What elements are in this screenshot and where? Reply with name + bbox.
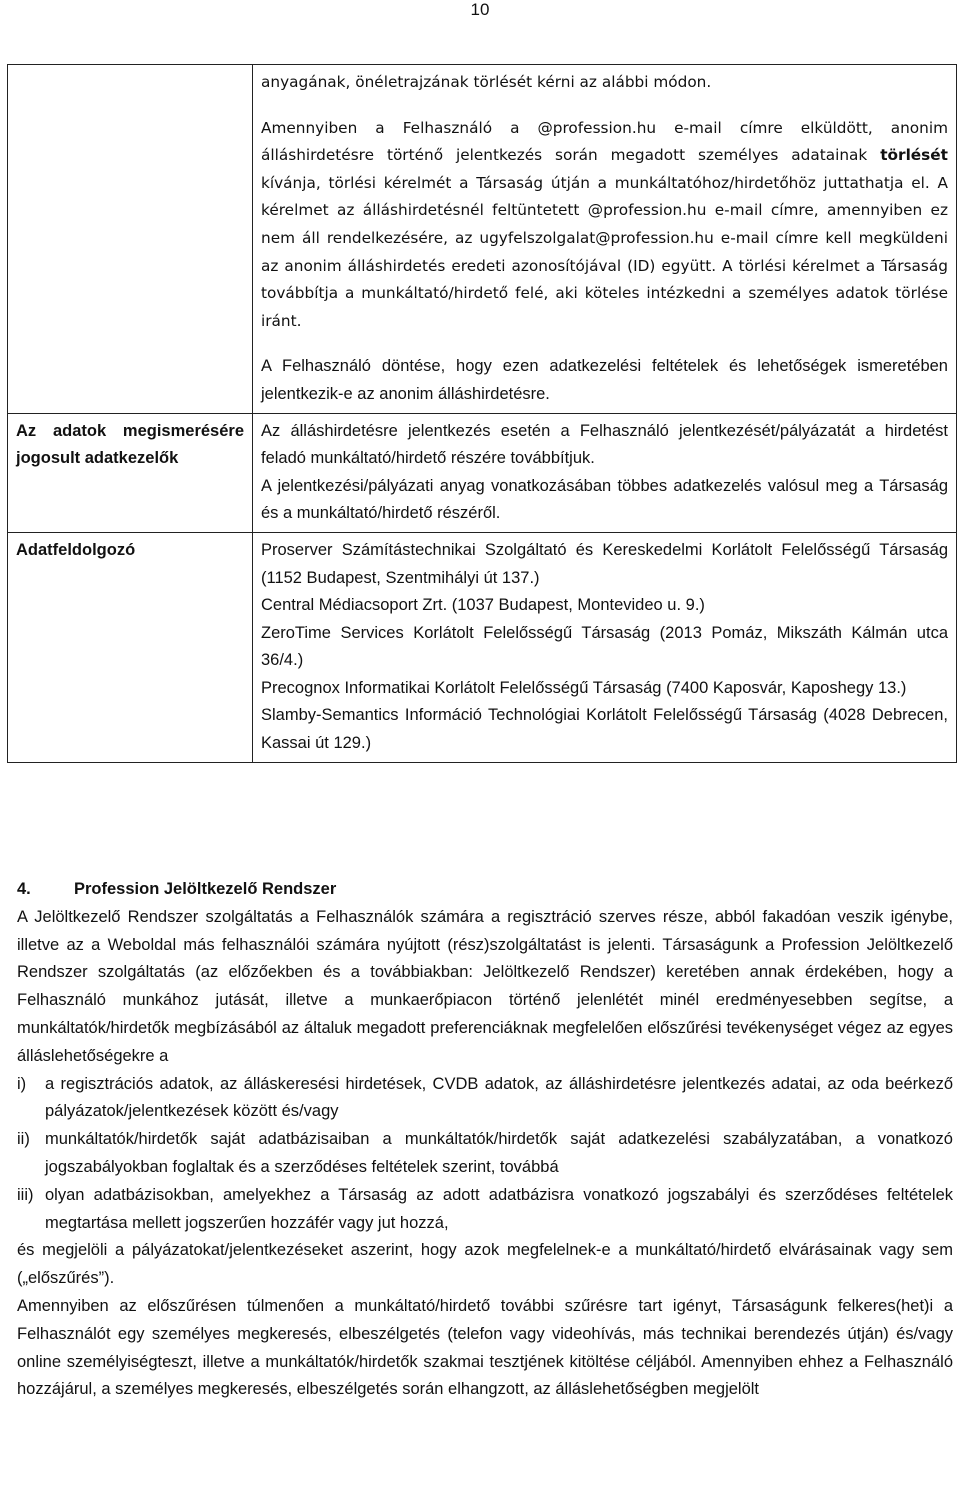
processor-entry: Central Médiacsoport Zrt. (1037 Budapest, Montevideo u. 9.) — [261, 596, 705, 615]
page-number: 10 — [470, 0, 490, 19]
list-item — [17, 1126, 953, 1182]
list-marker: iii) — [17, 1185, 34, 1204]
table-row — [8, 65, 957, 414]
processors-cell — [253, 532, 957, 762]
table-row — [8, 532, 957, 762]
controllers-label — [8, 413, 253, 532]
processor-entry: Precognox Informatikai Korlátolt Felelősségű Társaság (7400 Kaposvár, Kaposhegy 13.) — [261, 678, 907, 697]
deletion-text-part1: Amennyiben a Felhasználó a @profession.hu e-mail címre elküldött, anonim álláshirdetésre történő jelentkezés során megadott személyes adatainak — [261, 118, 948, 165]
section-body — [17, 876, 953, 1404]
cell-paragraph: Az álláshirdetésre jelentkezés esetén a Felhasználó jelentkezését/pályázatát a hirdetést feladó munkáltató/hirdető részére továbbítjuk. — [261, 421, 948, 468]
cell-paragraph: A Felhasználó döntése, hogy ezen adatkezelési feltételek és lehetőségek ismeretében jelentkezik-e az anonim álláshirdetésre. — [261, 357, 948, 403]
section-number: 4. — [17, 880, 31, 898]
section-heading — [17, 876, 953, 904]
last-paragraph: Amennyiben az előszűrésen túlmenően a munkáltató/hirdető további szűrésre tart igényt, Társaságunk felkeres(het)i a Felhasználót egy személyes megkeresés, elbeszélgetés (telefon vagy videohívás, más technikai berendezés útján) és/vagy online személyiségteszt, illetve a munkáltatók/hirdetők szakmai tesztjének kitöltése céljából. Amennyiben ehhez a Felhasználó hozzájárul, a személyes megkeresés, elbeszélgetés során elhangzott, az álláslehetőségben megjelölt — [17, 1296, 953, 1399]
list-marker: ii) — [17, 1130, 30, 1149]
after-list-paragraph: és megjelöli a pályázatokat/jelentkezéseket aszerint, hogy azok megfelelnek-e a munkáltató/hirdető elvárásainak vagy sem („előszűrés”). — [17, 1241, 953, 1288]
deletion-info-cell — [253, 65, 957, 414]
section-title: Profession Jelöltkezelő Rendszer — [74, 880, 337, 898]
table-row — [8, 413, 957, 532]
list-item-text: a regisztrációs adatok, az álláskeresési hirdetések, CVDB adatok, az álláshirdetésre jelentkezés adatai, az oda beérkező pályázatok/jelentkezések között és/vagy — [45, 1074, 953, 1121]
deletion-bold-word: törlését — [880, 146, 948, 165]
processor-entry: Proserver Számítástechnikai Szolgáltató és Kereskedelmi Korlátolt Felelősségű Társaság (1152 Budapest, Szentmihályi út 137.) — [261, 540, 948, 587]
list-marker: i) — [17, 1074, 27, 1093]
deletion-paragraph — [261, 115, 948, 336]
list-item-text: munkáltatók/hirdetők saját adatbázisaiban a munkáltatók/hirdetők saját adatkezelési szabályzatában, a vonatkozó jogszabályokban foglaltak és a szerződéses feltételek szerint, továbbá — [45, 1130, 953, 1176]
cell-paragraph: A jelentkezési/pályázati anyag vonatkozásában többes adatkezelés valósul meg a Társaság és a munkáltató/hirdető részéről. — [261, 476, 948, 523]
processor-entry: ZeroTime Services Korlátolt Felelősségű Társaság (2013 Pomáz, Mikszáth Kálmán utca 36/4.) — [261, 623, 948, 670]
table-left-cell-empty — [8, 65, 253, 414]
controllers-label-text: Az adatok megismerésére jogosult adatkezelők — [16, 421, 244, 468]
processor-entry: Slamby-Semantics Információ Technológiai Korlátolt Felelősségű Társaság (4028 Debrecen, Kassai út 129.) — [261, 706, 948, 753]
controllers-cell — [253, 413, 957, 532]
cell-paragraph: anyagának, önéletrajzának törlését kérni az alábbi módon. — [261, 73, 712, 91]
data-processing-table — [7, 64, 957, 763]
section-intro: A Jelöltkezelő Rendszer szolgáltatás a Felhasználók számára a regisztráció szerves része, abból fakadóan veszik igénybe, illetve az a Weboldal más felhasználói számára nyújtott (rész)szolgáltatást is jelenti. Társaságunk a Profession Jelöltkezelő Rendszer szolgáltatás (az előzőekben és a továbbiakban: Jelöltkezelő Rendszer) keretében annak érdekében, hogy a Felhasználó munkához jutását, illetve a munkaerőpiacon történő jelenlétét minél eredményesebben segítse, a munkáltatók/hirdetők megbízásából az általuk megadott preferenciáknak megfelelően előszűrési tevékenységet végez az egyes álláslehetőségekre a — [17, 907, 953, 1065]
list-item — [17, 1182, 953, 1238]
deletion-text-part2: kívánja, törlési kérelmét a Társaság útján a munkáltatóhoz/hirdetőhöz juttathatja el. A kérelmet az álláshirdetésnél feltüntetett @profession.hu e-mail címre, amennyiben ez nem áll rendelkezésére, az ugyfelszolgalat@profession.hu e-mail címre kell megküldeni az anonim álláshirdetés eredeti azonosítójával (ID) együtt. A törlési kérelmet a Társaság továbbítja a munkáltató/hirdető felé, aki köteles intézkedni a személyes adatok törlése iránt. — [261, 173, 948, 330]
list-item — [17, 1071, 953, 1127]
processor-label: Adatfeldolgozó — [8, 532, 253, 762]
list-item-text: olyan adatbázisokban, amelyekhez a Társaság az adott adatbázisra vonatkozó jogszabályi és szerződéses feltételek megtartása mellett jogszerűen hozzáfér vagy jut hozzá, — [45, 1185, 953, 1232]
